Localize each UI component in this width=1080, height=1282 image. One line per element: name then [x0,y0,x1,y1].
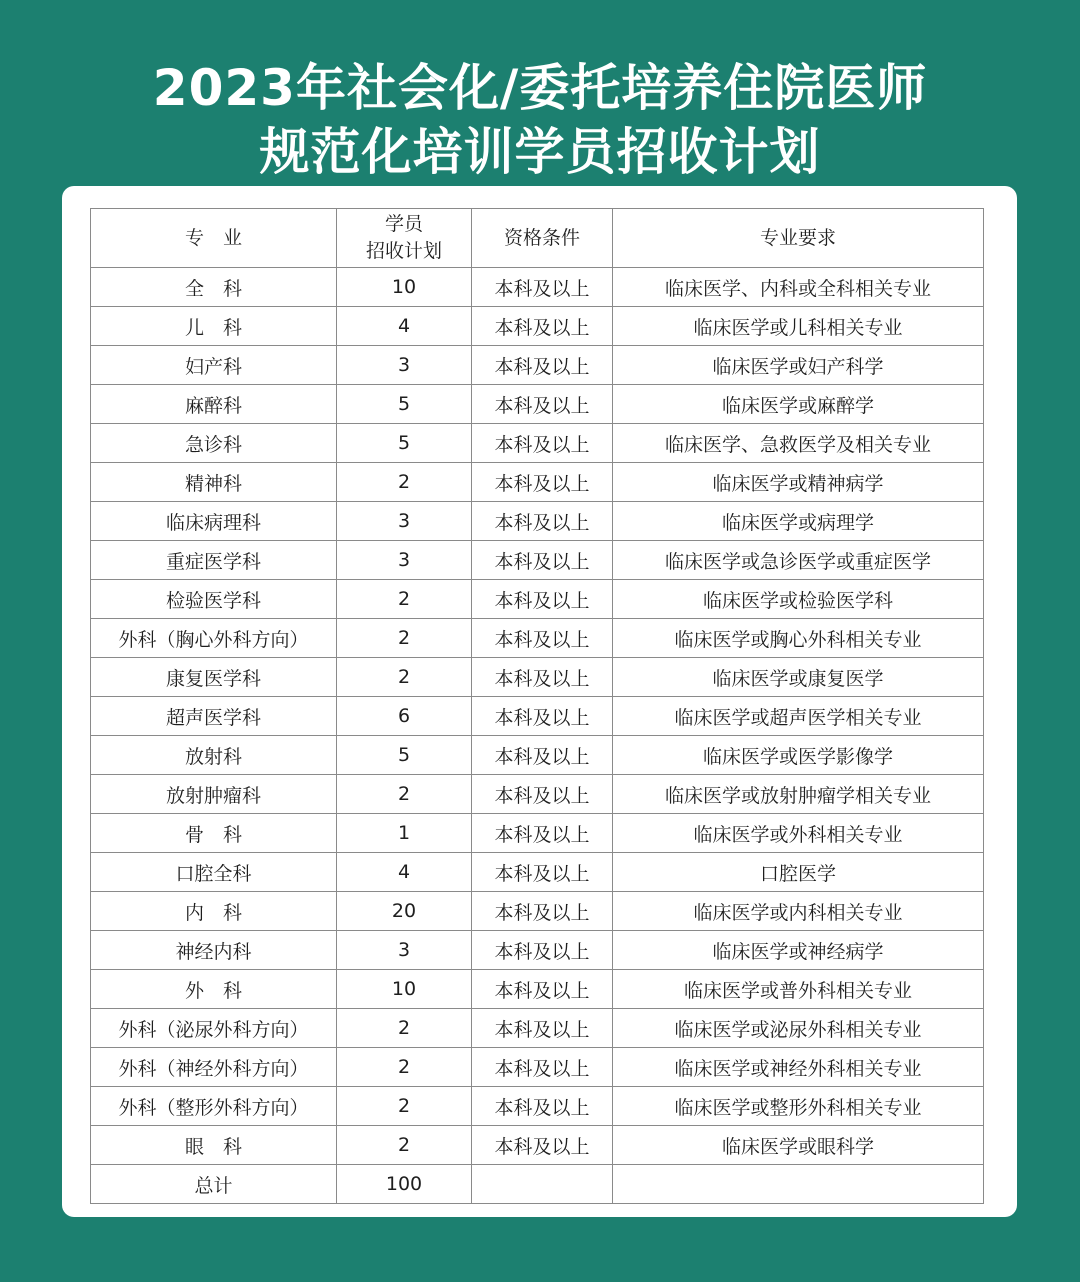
cell-plan: 3 [337,541,472,580]
cell-requirement: 临床医学、内科或全科相关专业 [613,268,984,307]
cell-major: 全 科 [91,268,337,307]
cell-qualification: 本科及以上 [472,541,613,580]
cell-plan: 3 [337,346,472,385]
table-row [91,892,984,931]
header-qualification: 资格条件 [472,209,613,268]
table-row [91,658,984,697]
cell-requirement: 临床医学或检验医学科 [613,580,984,619]
cell-requirement: 临床医学或泌尿外科相关专业 [613,1009,984,1048]
cell-major: 麻醉科 [91,385,337,424]
cell-requirement: 临床医学或超声医学相关专业 [613,697,984,736]
cell-major: 放射肿瘤科 [91,775,337,814]
cell-requirement: 临床医学或眼科学 [613,1126,984,1165]
cell-major: 妇产科 [91,346,337,385]
table-row [91,502,984,541]
cell-qualification: 本科及以上 [472,580,613,619]
table-row [91,619,984,658]
cell-requirement: 临床医学或妇产科学 [613,346,984,385]
cell-qualification: 本科及以上 [472,424,613,463]
cell-requirement: 临床医学或病理学 [613,502,984,541]
cell-qualification: 本科及以上 [472,1087,613,1126]
table-card [62,186,1017,1217]
cell-major: 外科（泌尿外科方向） [91,1009,337,1048]
table-row [91,1087,984,1126]
cell-qualification: 本科及以上 [472,814,613,853]
table-row [91,970,984,1009]
table-row [91,385,984,424]
cell-plan: 2 [337,775,472,814]
recruitment-table [90,208,984,1204]
cell-major: 放射科 [91,736,337,775]
cell-plan: 2 [337,580,472,619]
table-row [91,463,984,502]
total-req-empty [613,1165,984,1204]
cell-plan: 20 [337,892,472,931]
cell-qualification: 本科及以上 [472,853,613,892]
table-row [91,580,984,619]
cell-major: 外科（胸心外科方向） [91,619,337,658]
table-row [91,346,984,385]
cell-major: 检验医学科 [91,580,337,619]
cell-requirement: 临床医学或医学影像学 [613,736,984,775]
cell-major: 骨 科 [91,814,337,853]
cell-plan: 1 [337,814,472,853]
total-label: 总计 [91,1165,337,1204]
cell-plan: 5 [337,385,472,424]
header-plan-line1: 学员 [384,213,423,235]
cell-major: 重症医学科 [91,541,337,580]
cell-requirement: 临床医学或内科相关专业 [613,892,984,931]
cell-major: 口腔全科 [91,853,337,892]
table-row [91,775,984,814]
page-title-line2: 规范化培训学员招收计划 [259,123,821,181]
cell-requirement: 口腔医学 [613,853,984,892]
total-row [91,1165,984,1204]
cell-qualification: 本科及以上 [472,775,613,814]
cell-requirement: 临床医学或放射肿瘤学相关专业 [613,775,984,814]
cell-plan: 3 [337,931,472,970]
table-row [91,853,984,892]
table-header-row [91,209,984,268]
cell-qualification: 本科及以上 [472,736,613,775]
cell-qualification: 本科及以上 [472,1048,613,1087]
cell-major: 眼 科 [91,1126,337,1165]
cell-qualification: 本科及以上 [472,1009,613,1048]
cell-qualification: 本科及以上 [472,268,613,307]
cell-plan: 2 [337,1009,472,1048]
cell-plan: 2 [337,1048,472,1087]
table-row [91,307,984,346]
cell-plan: 5 [337,736,472,775]
cell-major: 内 科 [91,892,337,931]
cell-plan: 10 [337,268,472,307]
cell-requirement: 临床医学、急救医学及相关专业 [613,424,984,463]
cell-requirement: 临床医学或儿科相关专业 [613,307,984,346]
cell-qualification: 本科及以上 [472,1126,613,1165]
cell-plan: 2 [337,463,472,502]
total-qual-empty [472,1165,613,1204]
cell-requirement: 临床医学或神经病学 [613,931,984,970]
table-row [91,1126,984,1165]
header-plan [337,209,472,268]
cell-plan: 6 [337,697,472,736]
table-row [91,541,984,580]
cell-qualification: 本科及以上 [472,463,613,502]
cell-plan: 2 [337,1087,472,1126]
cell-plan: 4 [337,853,472,892]
cell-qualification: 本科及以上 [472,931,613,970]
cell-major: 外 科 [91,970,337,1009]
cell-major: 精神科 [91,463,337,502]
cell-major: 外科（神经外科方向） [91,1048,337,1087]
table-row [91,268,984,307]
cell-qualification: 本科及以上 [472,502,613,541]
cell-requirement: 临床医学或麻醉学 [613,385,984,424]
cell-major: 临床病理科 [91,502,337,541]
cell-requirement: 临床医学或康复医学 [613,658,984,697]
table-row [91,736,984,775]
cell-qualification: 本科及以上 [472,346,613,385]
table-row [91,1009,984,1048]
cell-major: 外科（整形外科方向） [91,1087,337,1126]
cell-requirement: 临床医学或神经外科相关专业 [613,1048,984,1087]
cell-plan: 2 [337,658,472,697]
cell-qualification: 本科及以上 [472,697,613,736]
table-row [91,931,984,970]
table-row [91,1048,984,1087]
cell-plan: 2 [337,1126,472,1165]
cell-plan: 2 [337,619,472,658]
header-plan-line2: 招收计划 [365,240,442,262]
cell-requirement: 临床医学或精神病学 [613,463,984,502]
cell-major: 儿 科 [91,307,337,346]
cell-plan: 4 [337,307,472,346]
table-row [91,814,984,853]
cell-requirement: 临床医学或胸心外科相关专业 [613,619,984,658]
cell-requirement: 临床医学或整形外科相关专业 [613,1087,984,1126]
table-row [91,697,984,736]
page-title-line1: 2023年社会化/委托培养住院医师 [152,59,928,117]
cell-major: 康复医学科 [91,658,337,697]
cell-plan: 5 [337,424,472,463]
total-value: 100 [337,1165,472,1204]
header-requirement: 专业要求 [613,209,984,268]
cell-requirement: 临床医学或急诊医学或重症医学 [613,541,984,580]
cell-major: 急诊科 [91,424,337,463]
cell-plan: 10 [337,970,472,1009]
cell-qualification: 本科及以上 [472,385,613,424]
cell-requirement: 临床医学或外科相关专业 [613,814,984,853]
table-body [91,268,984,1204]
cell-requirement: 临床医学或普外科相关专业 [613,970,984,1009]
cell-plan: 3 [337,502,472,541]
header-major: 专 业 [91,209,337,268]
cell-qualification: 本科及以上 [472,307,613,346]
cell-qualification: 本科及以上 [472,892,613,931]
cell-qualification: 本科及以上 [472,619,613,658]
cell-qualification: 本科及以上 [472,970,613,1009]
cell-major: 神经内科 [91,931,337,970]
cell-major: 超声医学科 [91,697,337,736]
table-row [91,424,984,463]
cell-qualification: 本科及以上 [472,658,613,697]
